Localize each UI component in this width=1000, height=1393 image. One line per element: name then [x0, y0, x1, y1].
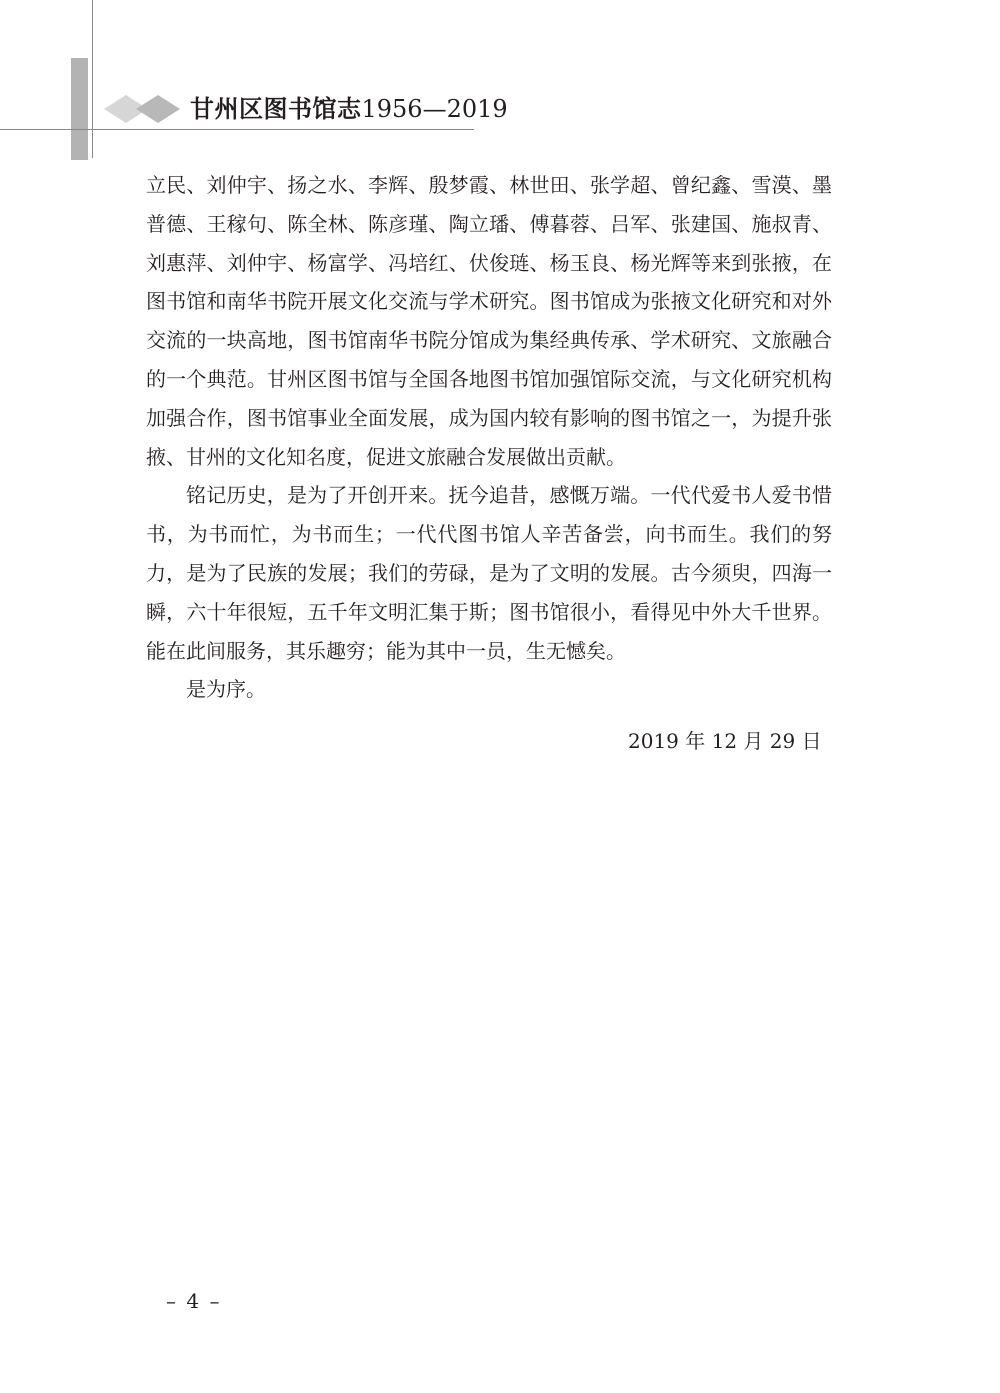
header-gray-bar: [71, 58, 88, 160]
header-title-text: 甘州区图书馆志: [190, 94, 362, 123]
header-horizontal-rule: [0, 129, 474, 130]
diamond-ornament-icon: [104, 93, 182, 125]
body-text: [146, 166, 832, 709]
paragraph: 铭记历史，是为了开创开来。抚今追昔，感慨万端。一代代爱书人爱书惜书，为书而忙，为书而生；一代代图书馆人辛苦备尝，向书而生。我们的努力，是为了民族的发展；我们的劳碌，是为了文明的发展。古今须臾，四海一瞬，六十年很短，五千年文明汇集于斯；图书馆很小，看得见中外大千世界。能在此间服务，其乐趣穷；能为其中一员，生无憾矣。: [146, 483, 832, 663]
page-number: – 4 –: [166, 1289, 222, 1313]
header-vertical-rule: [92, 0, 93, 158]
paragraph: 立民、刘仲宇、扬之水、李辉、殷梦霞、林世田、张学超、曾纪鑫、雪漠、墨普德、王稼句、陈全林、陈彦瑾、陶立璠、傅暮蓉、吕军、张建国、施叔青、刘惠萍、刘仲宇、杨富学、冯培红、伏俊琏、杨玉良、杨光辉等来到张掖，在图书馆和南华书院开展文化交流与学术研究。图书馆成为张掖文化研究和对外交流的一块高地，图书馆南华书院分馆成为集经典传承、学术研究、文旅融合的一个典范。甘州区图书馆与全国各地图书馆加强馆际交流，与文化研究机构加强合作，图书馆事业全面发展，成为国内较有影响的图书馆之一，为提升张掖、甘州的文化知名度，促进文旅融合发展做出贡献。: [146, 173, 832, 469]
signature-date: 2019 年 12 月 29 日: [628, 729, 822, 753]
header-title-years: 1956—2019: [361, 95, 508, 123]
running-header-title: [190, 92, 508, 126]
paragraph: 是为序。: [186, 677, 266, 702]
